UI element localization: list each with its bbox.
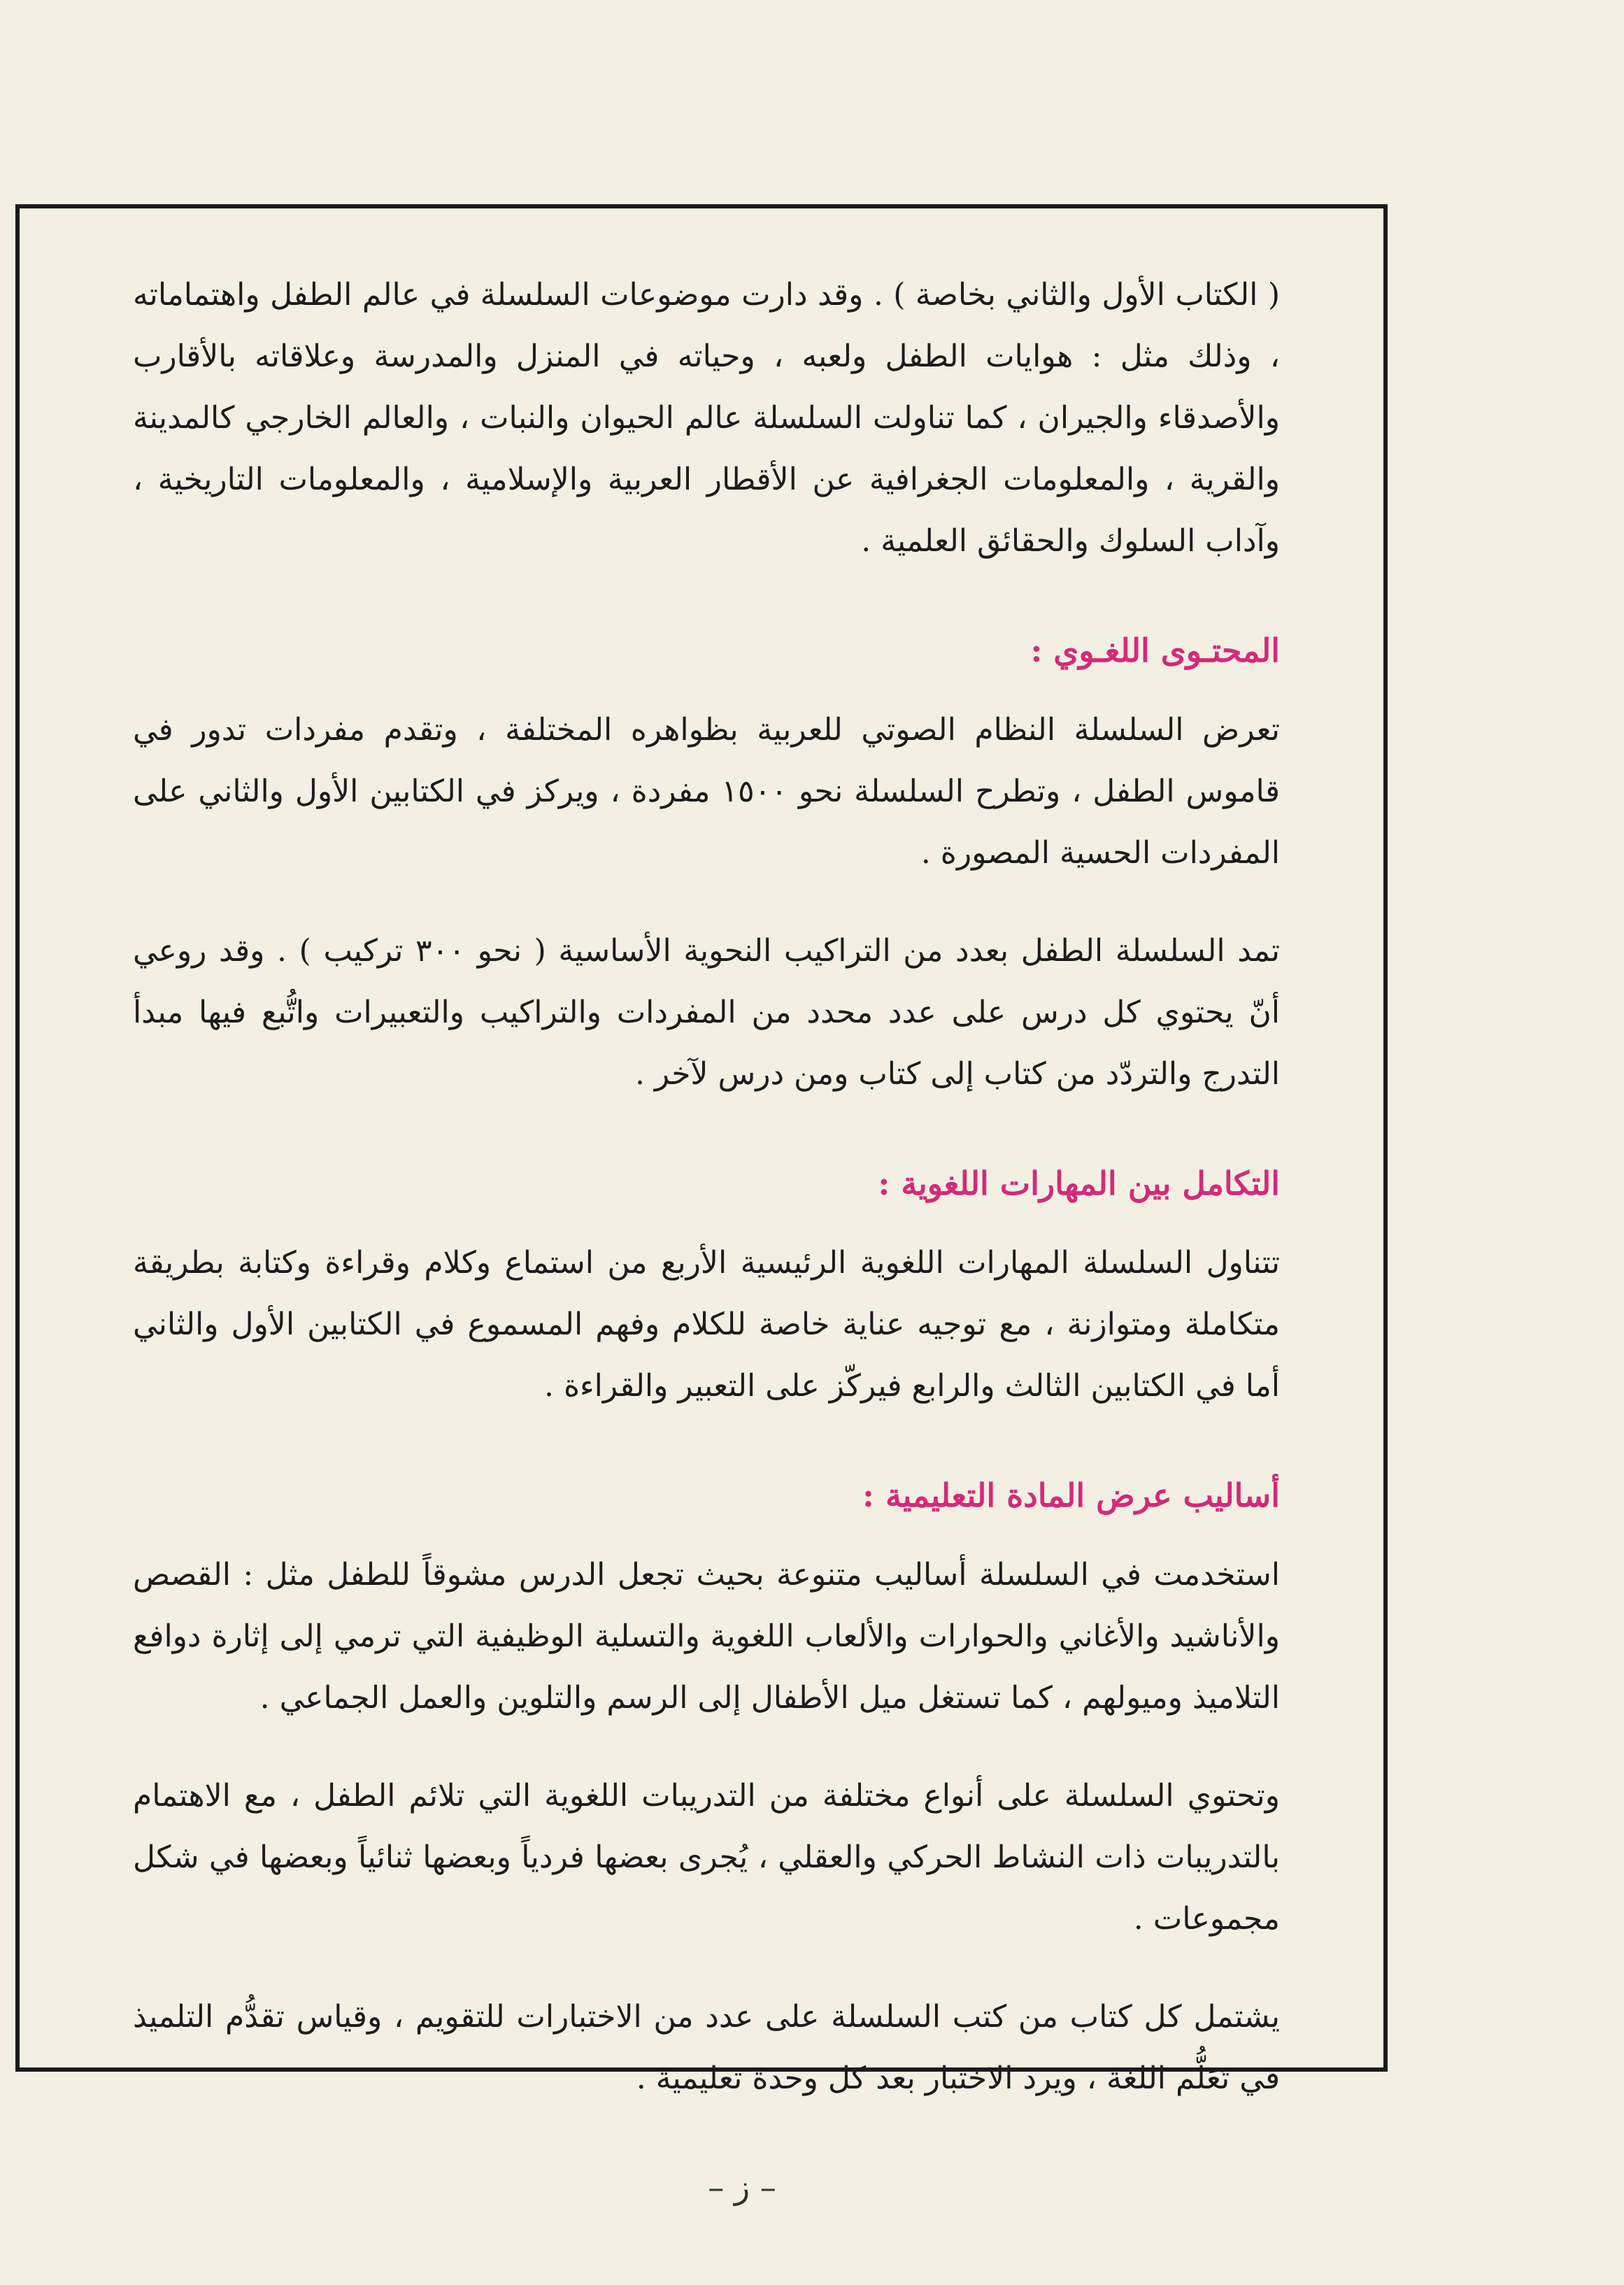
- paragraph-structures: تمد السلسلة الطفل بعدد من التراكيب النحوية الأساسية ( نحو ٣٠٠ تركيب ) . وقد روعي أنّ يحتوي كل درس على عدد محدد من المفردات والتراكيب والتعبيرات واتُّبع فيها مبدأ التدرج والتردّد من كتاب إلى كتاب ومن درس لآخر .: [133, 933, 1280, 1092]
- paragraph-exercises: وتحتوي السلسلة على أنواع مختلفة من التدريبات اللغوية التي تلائم الطفل ، مع الاهتمام بالتدريبات ذات النشاط الحركي والعقلي ، يُجرى بعضها فردياً وبعضها ثنائياً وبعضها في شكل مجموعات .: [133, 1778, 1280, 1937]
- paragraph-skills: تتناول السلسلة المهارات اللغوية الرئيسية الأربع من استماع وكلام وقراءة وكتابة بطريقة متكاملة ومتوازنة ، مع توجيه عناية خاصة للكلام وفهم المسموع في الكتابين الأول والثاني أما في الكتابين الثالث والرابع فيركّز على التعبير والقراءة .: [133, 1245, 1280, 1404]
- section-heading-presentation-methods: أساليب عرض المادة التعليمية :: [862, 1476, 1280, 1514]
- intro-paragraph: ( الكتاب الأول والثاني بخاصة ) . وقد دارت موضوعات السلسلة في عالم الطفل واهتماماته ، وذلك مثل : هوايات الطفل ولعبه ، وحياته في المنزل والمدرسة وعلاقاته بالأقارب والأصدقاء والجيران ، كما تناولت السلسلة عالم الحيوان والنبات ، والعالم الخارجي كالمدينة والقرية ، والمعلومات الجغرافية عن الأقطار العربية والإسلامية ، والمعلومات التاريخية ، وآداب السلوك والحقائق العلمية .: [133, 277, 1280, 559]
- paragraph-methods: استخدمت في السلسلة أساليب متنوعة بحيث تجعل الدرس مشوقاً للطفل مثل : القصص والأناشيد والأغاني والحوارات والألعاب اللغوية والتسلية الوظيفية التي ترمي إلى إثارة دوافع التلاميذ وميولهم ، كما تستغل ميل الأطفال إلى الرسم والتلوين والعمل الجماعي .: [133, 1557, 1280, 1716]
- page-number: – ز –: [708, 2168, 776, 2206]
- paragraph-vocabulary: تعرض السلسلة النظام الصوتي للعربية بظواهره المختلفة ، وتقدم مفردات تدور في قاموس الطفل ، وتطرح السلسلة نحو ١٥٠٠ مفردة ، ويركز في الكتابين الأول والثاني على المفردات الحسية المصورة .: [133, 712, 1281, 871]
- paragraph-tests: يشتمل كل كتاب من كتب السلسلة على عدد من الاختبارات للتقويم ، وقياس تقدُّم التلميذ في تَعَلُّم اللغة ، ويرد الاختبار بعد كل وحدة تعليمية .: [133, 1999, 1280, 2096]
- section-heading-linguistic-content: المحتـوى اللغـوي :: [1030, 632, 1280, 669]
- section-heading-skills-integration: التكامل بين المهارات اللغوية :: [878, 1165, 1280, 1202]
- page-content: [133, 264, 1280, 2146]
